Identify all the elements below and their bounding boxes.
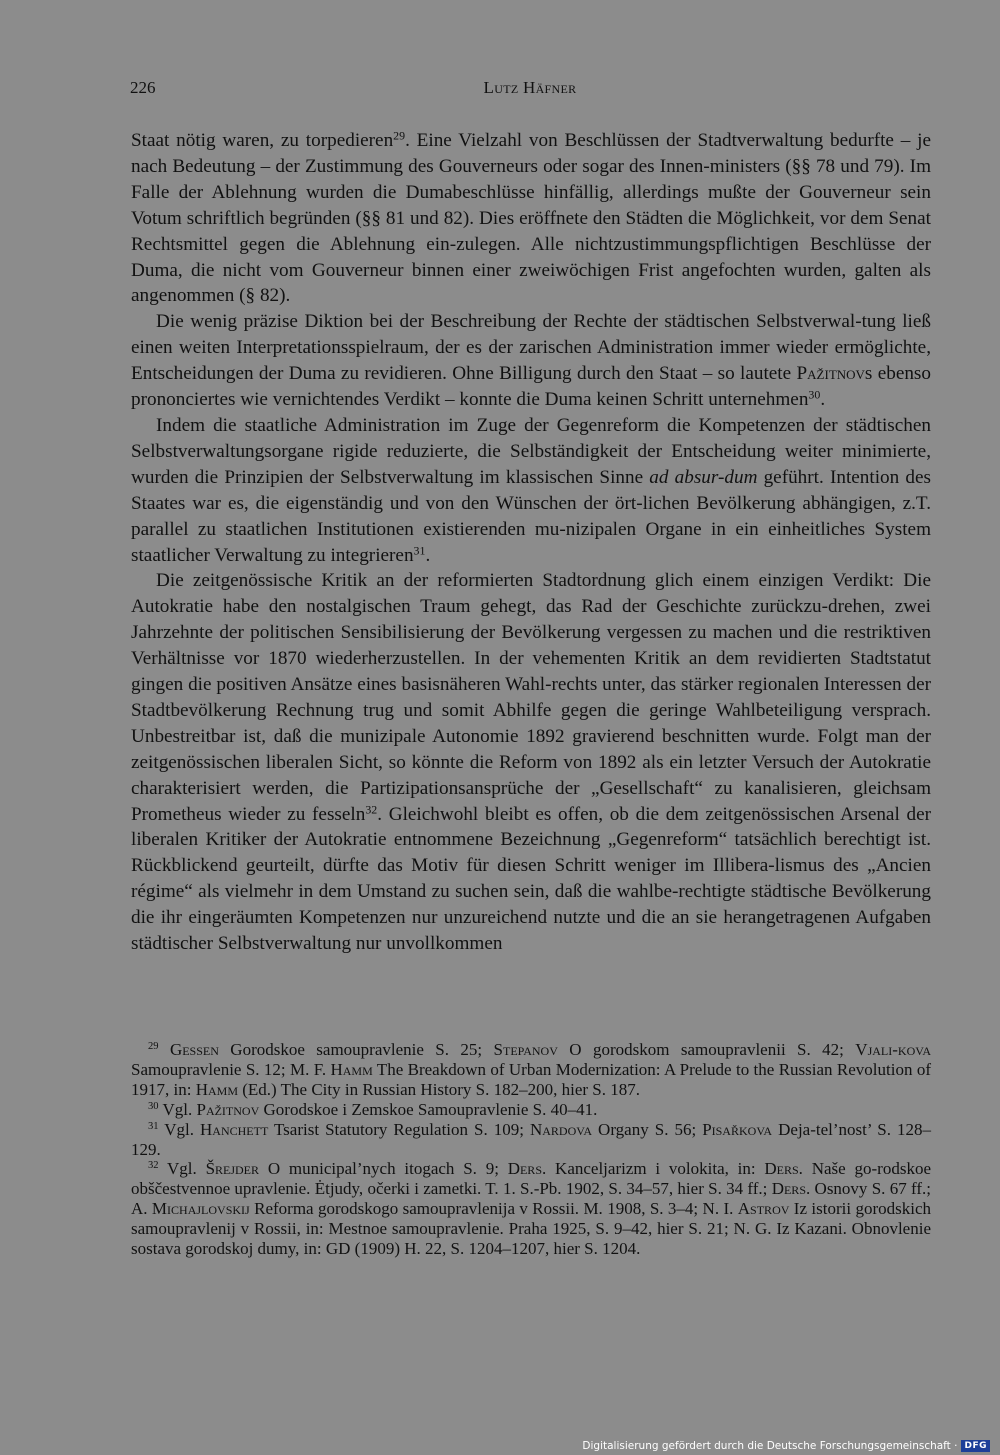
author-name: Ders. <box>764 1159 803 1179</box>
author-name: Stepanov <box>493 1040 558 1059</box>
author-name: Hamm <box>195 1079 238 1099</box>
footnote-text: O gorodskom samoupravlenii S. 42; <box>557 1040 856 1059</box>
running-head: Lutz Häfner <box>483 78 577 97</box>
footnote-text: Reforma gorodskogo samoupravlenija v Rossii. M. 1908, S. 3–4; N. I. <box>249 1199 738 1219</box>
page-footer <box>582 1440 990 1452</box>
footnote-text: Gorodskoe samoupravlenie S. 25; <box>218 1040 494 1059</box>
author-name: Astrov <box>737 1199 790 1219</box>
footnote-number: 29 <box>148 1041 159 1053</box>
author-name: Ders. <box>507 1159 547 1179</box>
footnote-text: Osnovy S. 67 ff.; A. <box>131 1179 931 1219</box>
footnote-number: 31 <box>148 1120 159 1132</box>
page-header <box>130 78 930 104</box>
footnote-text: Vgl. <box>164 1119 200 1139</box>
footnote-text: Tsarist Statutory Regulation S. 109; <box>268 1119 530 1139</box>
footnote-text: (Ed.) The City in Russian History S. 182–200, hier S. 187. <box>238 1079 641 1099</box>
footnote-text: Gorodskoe i Zemskoe Samoupravlenie S. 40–41. <box>259 1099 598 1119</box>
footnote-text: The Breakdown of Urban Modernization: A Prelude to the Russian Revolution of 1917, in: <box>131 1059 931 1099</box>
footnotes <box>131 1040 931 1259</box>
footnote-text: Kanceljarizm i volokita, in: <box>546 1159 765 1179</box>
footnote-text: Deja-tel’nost’ S. 128–129. <box>131 1119 931 1159</box>
author-name: Šrejder <box>205 1159 260 1179</box>
footnote <box>131 1040 931 1100</box>
footnote-text: Vgl. <box>167 1159 206 1179</box>
page-number: 226 <box>130 78 156 97</box>
footnote-text: Organy S. 56; <box>592 1119 703 1139</box>
author-name: Ders. <box>771 1179 811 1199</box>
author-name: Michajlovskij <box>151 1199 250 1219</box>
footnote <box>131 1100 931 1120</box>
footnote-number: 32 <box>148 1160 159 1172</box>
paragraph: Die wenig präzise Diktion bei der Beschreibung der Rechte der städtischen Selbstverwal-tung ließ einen weiten Interpretationsspielraum, der es der zarischen Administration immer wieder ermöglichte, Entscheidungen der Duma zu revidieren. Ohne Billigung durch den Staat – so lautete Pažitnovs ebenso prononciertes wie vernichtendes Verdikt – konnte die Duma keinen Schritt unternehmen$^{30}$. <box>131 311 931 411</box>
footnote-text: Naše go-rodskoe obščestvennoe upravlenie. Ėtjudy, očerki i zametki. T. 1. S.-Pb. 1902, S. 34–57, hier S. 34 ff.; <box>131 1159 931 1199</box>
author-name: Hanchett <box>200 1119 269 1139</box>
author-name: Hamm <box>330 1059 373 1079</box>
footnote-ref: 31 <box>413 542 426 557</box>
author-name: Vjali-kova <box>855 1040 932 1059</box>
footnote-text: Vgl. <box>162 1099 197 1119</box>
author-name: Nardova <box>529 1119 593 1139</box>
author-name: Pisařkova <box>702 1119 773 1139</box>
footnote-ref: 29 <box>393 128 406 143</box>
funding-note: Digitalisierung gefördert durch die Deutsche Forschungsgemeinschaft · <box>582 1440 958 1452</box>
latin-phrase: ad absur-dum <box>649 466 758 488</box>
footnote-ref: 32 <box>365 802 378 817</box>
footnote-text: O municipal’nych itogach S. 9; <box>259 1159 508 1179</box>
body-text <box>131 128 931 957</box>
author-name: Gessen <box>169 1040 219 1059</box>
author-name: Pažitnov <box>796 363 865 385</box>
dfg-logo: DFG <box>961 1440 990 1452</box>
footnote <box>131 1120 931 1160</box>
author-name: Pažitnov <box>196 1099 260 1119</box>
footnote <box>131 1159 931 1259</box>
footnote-text: Samoupravlenie S. 12; M. F. <box>131 1059 331 1079</box>
footnote-number: 30 <box>148 1100 159 1112</box>
footnote-ref: 30 <box>808 387 821 402</box>
paragraph: Staat nötig waren, zu torpedieren$^{29}$. Eine Vielzahl von Beschlüssen der Stadtverwaltung bedurfte – je nach Bedeutung – der Zustimmung des Gouverneurs oder sogar des Innen-ministers (§§ 78 und 79). Im Falle der Ablehnung wurden die Dumabeschlüsse hinfällig, allerdings mußte der Gouverneur sein Votum schriftlich begründen (§§ 81 und 82). Dies eröffnete den Städten die Möglichkeit, vor dem Senat Rechtsmittel gegen die Ablehnung ein-zulegen. Alle nichtzustimmungspflichtigen Beschlüsse der Duma, die nicht vom Gouverneur binnen einer zweiwöchigen Frist angefochten wurden, galten als angenommen (§ 82). <box>131 128 931 307</box>
paragraph: Die zeitgenössische Kritik an der reformierten Stadtordnung glich einem einzigen Verdikt: Die Autokratie habe den nostalgischen Traum gehegt, das Rad der Geschichte zurückzu-drehen, zwei Jahrzehnte der politischen Sensibilisierung der Bevölkerung vergessen zu machen und die restriktiven Verhältnisse vor 1870 wiederherzustellen. In der vehementen Kritik an dem revidierten Stadtstatut gingen die positiven Ansätze eines basisnäheren Wahl-rechts unter, das stärker regionalen Interessen der Stadtbevölkerung Rechnung trug und somit Abhilfe gegen die geringe Wahlbeteiligung versprach. Unbestreitbar ist, daß die munizipale Autonomie 1892 gravierend beschnitten wurde. Folgt man der zeitgenössischen liberalen Sicht, so könnte die Reform von 1892 als ein letzter Versuch der Autokratie charakterisiert werden, die Partizipationsansprüche der „Gesellschaft“ zu kanalisieren, gleichsam Prometheus wieder zu fesseln$^{32}$. Gleichwohl bleibt es offen, ob die dem zeitgenössischen Arsenal der liberalen Kritiker der Autokratie entnommene Bezeichnung „Gegenreform“ tatsächlich berechtigt ist. Rückblickend geurteilt, dürfte das Motiv für diesen Schritt weniger im Illibera-lismus des „Ancien régime“ als vielmehr in dem Umstand zu suchen sein, daß die wahlbe-rechtigte städtische Bevölkerung die ihr eingeräumten Kompetenzen nur unzureichend nutzte und die an sie herangetragenen Aufgaben städtischer Selbstverwaltung nur unvollkommen <box>131 570 931 955</box>
paragraph: Indem die staatliche Administration im Zuge der Gegenreform die Kompetenzen der städtischen Selbstverwaltungsorgane rigide reduzierte, die Selbständigkeit der Entscheidung weiter minimierte, wurden die Prinzipien der Selbstverwaltung im klassischen Sinne ad absur-dum geführt. Intention des Staates war es, die eigenständig und von den Wünschen der ört-lichen Bevölkerung abhängigen, z.T. parallel zu staatlichen Institutionen existierenden mu-nizipalen Organe in ein einheitliches System staatlicher Verwaltung zu integrieren$^{31}$. <box>131 414 931 566</box>
footnote-text: Iz istorii gorodskich samoupravlenij v Rossii, in: Mestnoe samoupravlenie. Praha 1925, S. 9–42, hier S. 21; N. G. Iz Kazani. Obnovlenie sostava gorodskoj dumy, in: GD (1909) H. 22, S. 1204–1207, hier S. 1204. <box>131 1199 932 1259</box>
